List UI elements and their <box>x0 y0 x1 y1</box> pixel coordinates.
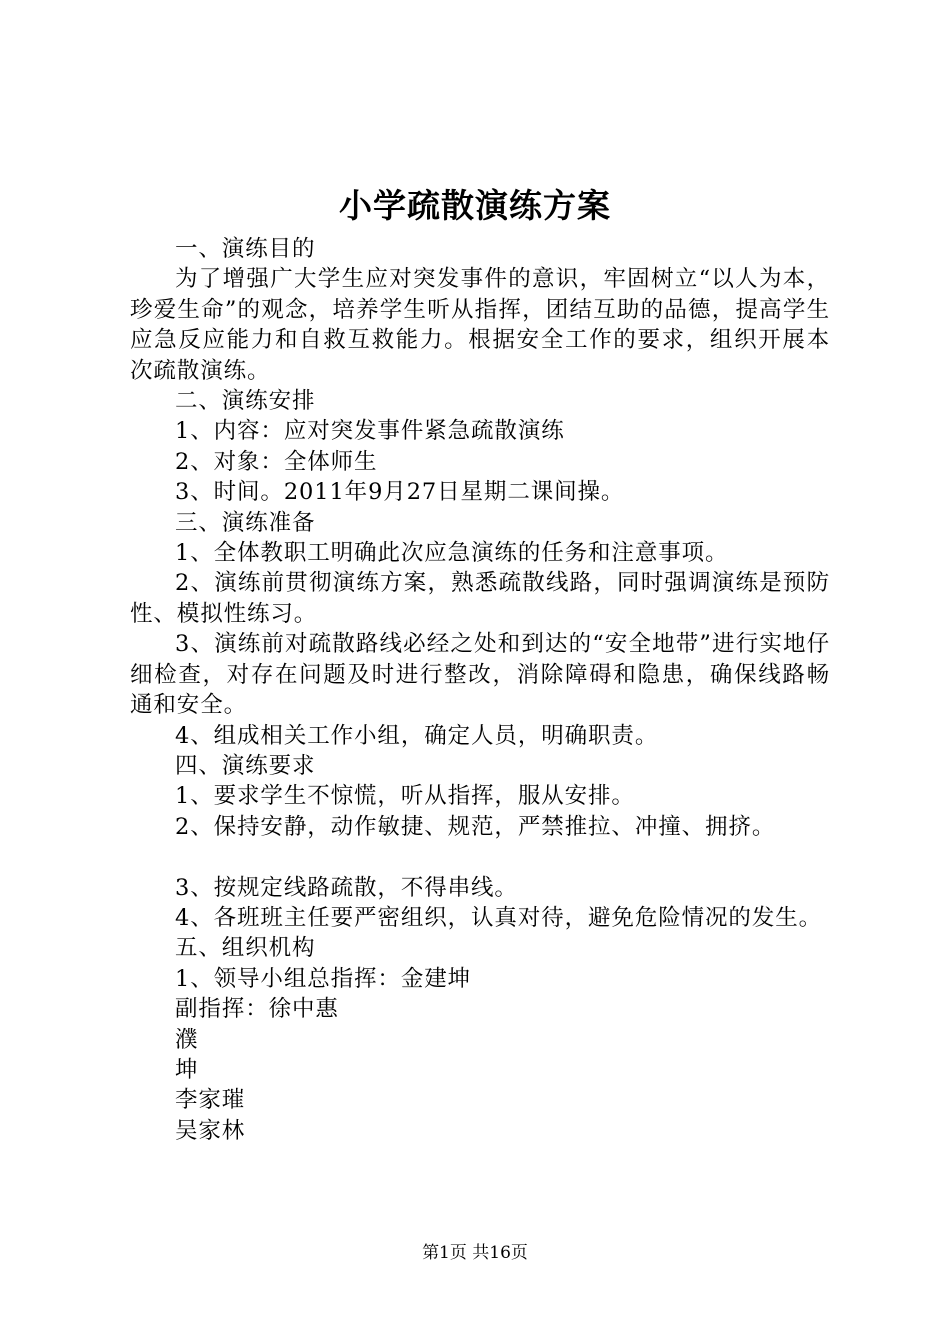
list-item-req-4: 4、各班班主任要严密组织，认真对待，避免危险情况的发生。 <box>175 904 823 931</box>
blank-line <box>130 842 830 872</box>
member-name-3: 李家璀 <box>175 1087 246 1114</box>
section-heading-1: 一、演练目的 <box>175 236 316 262</box>
member-name-4: 吴家林 <box>175 1117 246 1144</box>
member-name-1: 濮 <box>175 1026 199 1053</box>
list-item-req-2: 2、保持安静，动作敏捷、规范，严禁推拉、冲撞、拥挤。 <box>175 813 776 840</box>
document-title: 小学疏散演练方案 <box>339 186 611 225</box>
paragraph-purpose: 为了增强广大学生应对突发事件的意识，牢固树立“以人为本，珍爱生命”的观念，培养学生听从指挥，团结互助的品德，提高学生应急反应能力和自救互救能力。根据安全工作的要求，组织开展本次疏散演练。 <box>130 266 830 384</box>
section-heading-5: 五、组织机构 <box>175 935 316 962</box>
list-item-prep-3: 3、演练前对疏散路线必经之处和到达的“安全地带”进行实地仔细检查，对存在问题及时进行整改，消除障碍和隐患，确保线路畅通和安全。 <box>130 631 830 719</box>
section-heading-4: 四、演练要求 <box>175 752 316 779</box>
list-item-prep-2: 2、演练前贯彻演练方案，熟悉疏散线路，同时强调演练是预防性、模拟性练习。 <box>130 570 830 627</box>
list-item-req-1: 1、要求学生不惊慌，听从指挥，服从安排。 <box>175 783 635 810</box>
list-item-commander: 1、领导小组总指挥：金建坤 <box>175 965 472 992</box>
section-heading-2: 二、演练安排 <box>175 388 316 415</box>
section-heading-3: 三、演练准备 <box>175 509 316 536</box>
document-body <box>130 234 830 1146</box>
list-item-prep-1: 1、全体教职工明确此次应急演练的任务和注意事项。 <box>175 540 729 567</box>
member-name-2: 坤 <box>175 1056 199 1083</box>
list-item-content: 1、内容：应对突发事件紧急疏散演练 <box>175 418 565 445</box>
list-item-req-3: 3、按规定线路疏散，不得串线。 <box>175 874 518 901</box>
list-item-target: 2、对象：全体师生 <box>175 448 378 475</box>
list-item-time: 3、时间。2011年9月27日星期二课间操。 <box>175 479 625 506</box>
page-footer: 第1页 共16页 <box>422 1243 528 1263</box>
list-item-prep-4: 4、组成相关工作小组，确定人员，明确职责。 <box>175 722 659 749</box>
list-item-deputy: 副指挥：徐中惠 <box>175 996 339 1023</box>
